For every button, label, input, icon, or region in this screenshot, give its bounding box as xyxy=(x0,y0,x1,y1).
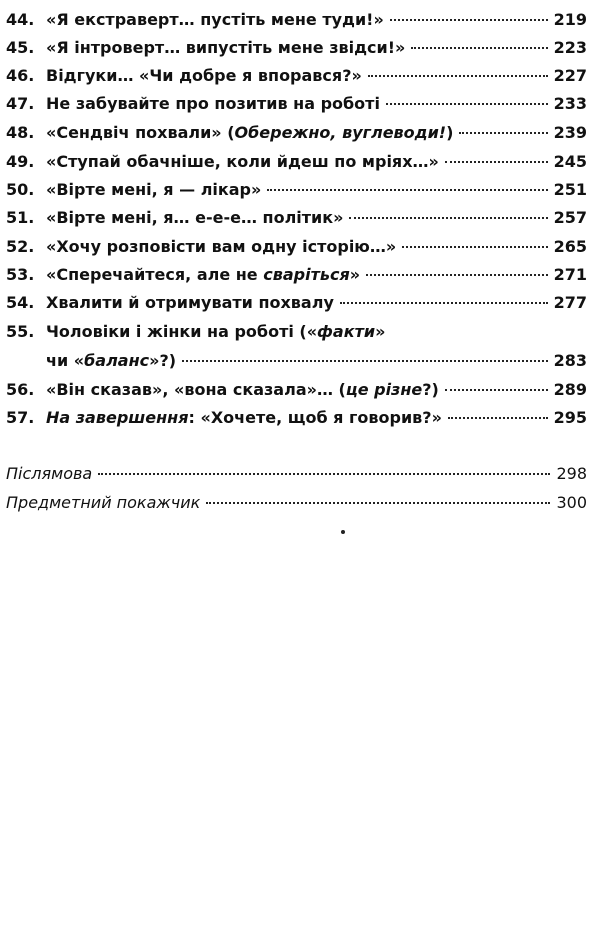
dot-leader xyxy=(402,246,547,248)
title-part: Чоловіки і жінки на роботі (« xyxy=(46,322,318,341)
back-matter-title: Післямова xyxy=(6,464,93,483)
toc-entry xyxy=(6,123,587,151)
toc-entry xyxy=(6,208,587,236)
entry-number: 48. xyxy=(6,123,35,142)
toc-entry xyxy=(6,408,587,436)
dot-leader xyxy=(448,417,548,419)
title-part: «Вірте мені, я… е-е-е… політик» xyxy=(46,208,344,227)
title-part: Відгуки… «Чи добре я впорався?» xyxy=(46,66,362,85)
toc-entry xyxy=(6,265,587,293)
dot-leader xyxy=(390,19,548,21)
title-part: баланс xyxy=(84,351,150,370)
toc-entry xyxy=(6,380,587,408)
entry-title xyxy=(46,408,442,427)
dot-leader xyxy=(267,189,547,191)
entry-number: 57. xyxy=(6,408,35,427)
dot-leader xyxy=(459,132,547,134)
dot-leader xyxy=(368,75,548,77)
toc-entry xyxy=(6,180,587,208)
entry-title xyxy=(46,10,384,29)
title-part: «Я інтроверт… випустіть мене звідси!» xyxy=(46,38,406,57)
title-part: «Вірте мені, я — лікар» xyxy=(46,180,262,199)
title-part: ?) xyxy=(422,380,439,399)
entry-number: 56. xyxy=(6,380,35,399)
entry-number: 53. xyxy=(6,265,35,284)
entry-title xyxy=(46,237,396,256)
toc-entry-continuation xyxy=(6,351,587,379)
title-part: Хвалити й отримувати похвалу xyxy=(46,293,334,312)
dot-leader xyxy=(445,389,548,391)
entry-number: 51. xyxy=(6,208,35,227)
entry-title xyxy=(46,94,380,113)
toc-entry xyxy=(6,94,587,122)
toc-entry xyxy=(6,66,587,94)
toc-entry xyxy=(6,152,587,180)
entry-title xyxy=(46,152,439,171)
entry-page-number: 227 xyxy=(553,66,587,85)
entry-number: 49. xyxy=(6,152,35,171)
title-part: сваріться xyxy=(263,265,350,284)
dot-leader xyxy=(445,161,548,163)
entry-page-number: 245 xyxy=(553,152,587,171)
dot-leader xyxy=(98,473,550,475)
entry-page-number: 289 xyxy=(553,380,587,399)
entry-title xyxy=(46,265,360,284)
title-part: : «Хочете, щоб я говорив?» xyxy=(188,408,442,427)
entry-number: 55. xyxy=(6,322,35,341)
entry-title xyxy=(46,322,385,341)
dot-leader xyxy=(182,360,548,362)
entry-page-number: 283 xyxy=(553,351,587,370)
toc-entry xyxy=(6,237,587,265)
title-part: » xyxy=(349,265,361,284)
entry-number: 47. xyxy=(6,94,35,113)
entry-number: 52. xyxy=(6,237,35,256)
entry-title xyxy=(46,180,261,199)
back-matter-entry xyxy=(6,493,587,521)
entry-number: 44. xyxy=(6,10,35,29)
entry-page-number: 223 xyxy=(553,38,587,57)
title-part: «Сперечайтеся, але не xyxy=(46,265,264,284)
entry-page-number: 219 xyxy=(553,10,587,29)
entry-page-number: 271 xyxy=(553,265,587,284)
entry-page-number: 277 xyxy=(553,293,587,312)
back-matter-title: Предметний покажчик xyxy=(6,493,201,512)
title-part: На завершення xyxy=(46,408,189,427)
dot-leader xyxy=(386,103,548,105)
title-part: «Хочу розповісти вам одну історію…» xyxy=(46,237,397,256)
entry-title xyxy=(46,66,362,85)
entry-number: 50. xyxy=(6,180,35,199)
back-matter-page-number: 300 xyxy=(556,493,587,512)
entry-title xyxy=(46,380,439,399)
entry-page-number: 265 xyxy=(553,237,587,256)
entry-number: 45. xyxy=(6,38,35,57)
entry-number: 54. xyxy=(6,293,35,312)
entry-title xyxy=(6,351,176,370)
toc-entry xyxy=(6,10,587,38)
title-part: факти xyxy=(317,322,376,341)
entry-number: 46. xyxy=(6,66,35,85)
title-part: «Ступай обачніше, коли йдеш по мріях…» xyxy=(46,152,439,171)
dot-leader xyxy=(349,217,547,219)
entry-title xyxy=(46,293,334,312)
entry-title xyxy=(46,38,405,57)
title-part: це різне xyxy=(345,380,423,399)
dot-leader xyxy=(411,47,547,49)
title-part: » xyxy=(375,322,386,341)
toc-entry xyxy=(6,322,587,350)
stray-dot-mark xyxy=(341,530,345,534)
entry-title xyxy=(46,208,343,227)
entry-page-number: 233 xyxy=(553,94,587,113)
toc-entry xyxy=(6,293,587,321)
dot-leader xyxy=(340,302,548,304)
title-part: чи « xyxy=(46,351,85,370)
entry-page-number: 239 xyxy=(553,123,587,142)
title-part: ) xyxy=(446,123,454,142)
entry-page-number: 251 xyxy=(553,180,587,199)
dot-leader xyxy=(206,502,550,504)
title-part: «Сендвіч похвали» ( xyxy=(46,123,235,142)
entry-title xyxy=(46,123,453,142)
title-part: Не забувайте про позитив на роботі xyxy=(46,94,380,113)
entry-page-number: 295 xyxy=(553,408,587,427)
back-matter-page-number: 298 xyxy=(556,464,587,483)
title-part: «Я екстраверт… пустіть мене туди!» xyxy=(46,10,384,29)
back-matter-entry xyxy=(6,464,587,492)
dot-leader xyxy=(366,274,548,276)
toc-entry xyxy=(6,38,587,66)
title-part: »?) xyxy=(149,351,177,370)
title-part: «Він сказав», «вона сказала»… ( xyxy=(46,380,346,399)
entry-page-number: 257 xyxy=(553,208,587,227)
title-part: Обережно, вуглеводи! xyxy=(234,123,447,142)
